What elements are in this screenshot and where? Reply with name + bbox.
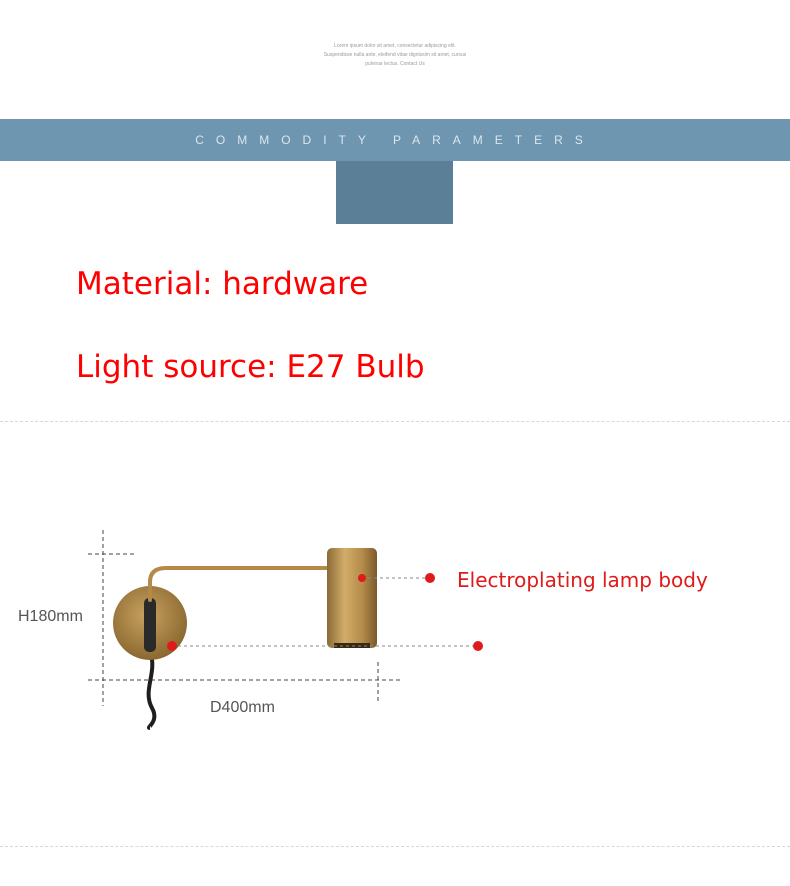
lamp-body: [327, 548, 377, 648]
lamp-arm: [150, 568, 327, 600]
callout-dot-body-end: [425, 573, 435, 583]
spec-material: Material: hardware: [76, 266, 369, 302]
callout-dots: [167, 573, 483, 651]
callout-dot-base-end: [473, 641, 483, 651]
power-cord: [149, 652, 155, 728]
callout-dot-body: [358, 574, 366, 582]
callout-dot-base: [167, 641, 177, 651]
height-label: H180mm: [18, 608, 83, 625]
intro-line-2: Suspendisse nulla ante, eleifend vitae dignissim sit amet, cursus: [323, 52, 467, 58]
spec-light-source: Light source: E27 Bulb: [76, 349, 425, 385]
callout-lines: [172, 578, 478, 646]
banner-title: COMMODITY PARAMETERS: [195, 133, 595, 147]
intro-line-1: Lorem ipsum dolor sit amet, consectetur adipiscing elit.: [334, 43, 456, 49]
intro-line-3: pulvinar lectus. Contact Us: [365, 61, 425, 67]
depth-label: D400mm: [210, 699, 275, 716]
callout-lamp-body: Electroplating lamp body: [457, 568, 708, 592]
mount-bar: [144, 598, 156, 652]
